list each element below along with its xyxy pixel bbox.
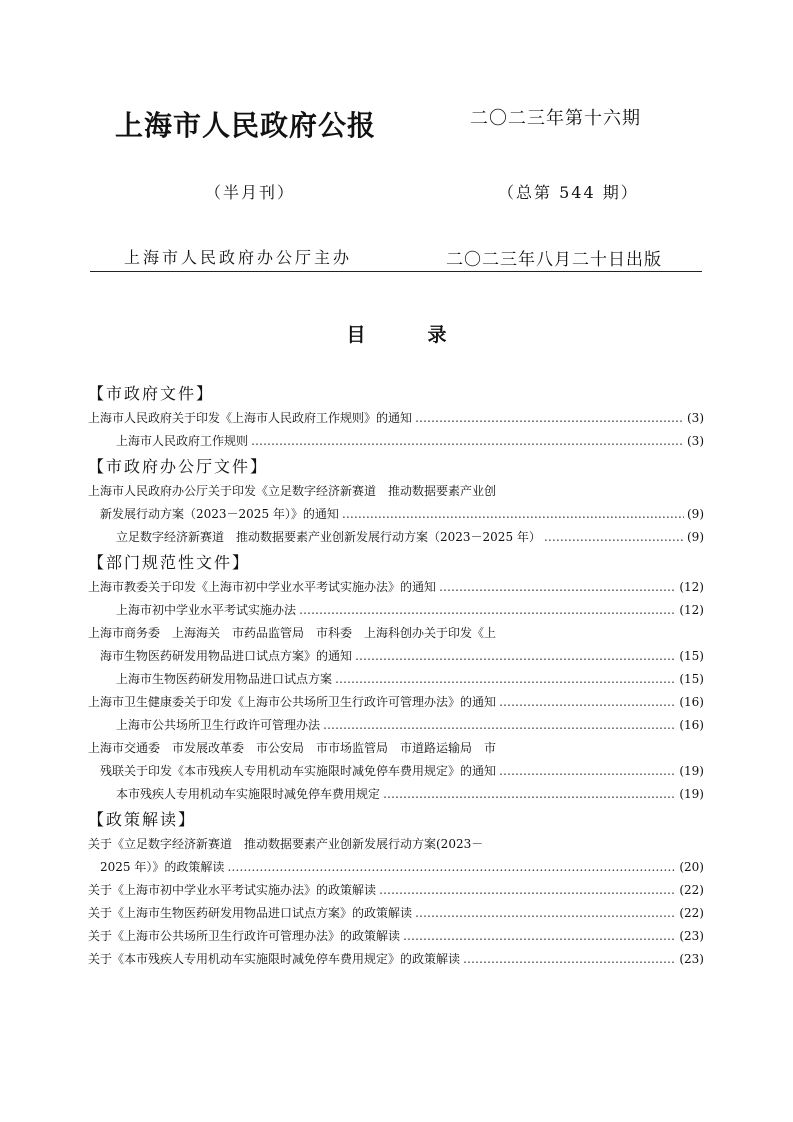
toc-entry[interactable] [88,645,704,668]
page-number: (22) [679,883,704,897]
page-number: (16) [679,695,704,709]
page-number: (12) [679,580,704,594]
leader-dots [299,599,676,622]
leader-dots [355,645,676,668]
section-title: 【市政府文件】 [88,384,215,403]
entry-title: 新发展行动方案（2023－2025 年）》的通知 [100,507,339,521]
page-number: (15) [679,649,704,663]
page-number: (3) [687,411,704,425]
entry-title: 2025 年）》的政策解读 [100,860,225,874]
leader-dots [439,576,676,599]
toc-entry[interactable] [88,576,704,599]
page-number: (16) [679,718,704,732]
entry-title: 上海市初中学业水平考试实施办法 [116,603,297,617]
entry-title: 关于《上海市初中学业水平考试实施办法》的政策解读 [88,883,377,897]
toc-entry[interactable] [88,879,704,902]
issue-number: 二〇二三年第十六期 [470,108,641,129]
entry-title: 上海市人民政府关于印发《上海市人民政府工作规则》的通知 [88,411,413,425]
section-title: 【市政府办公厅文件】 [88,457,269,476]
toc-entry[interactable] [88,526,704,549]
entry-title: 上海市人民政府工作规则 [116,434,249,448]
toc-entry[interactable] [88,737,704,760]
entry-title: 关于《本市残疾人专用机动车实施限时减免停车费用规定》的政策解读 [88,952,461,966]
toc-entry[interactable] [88,856,704,879]
toc-entry[interactable] [88,503,704,526]
entry-title: 关于《立足数字经济新赛道 推动数据要素产业创新发展行动方案(2023－ [88,837,484,851]
toc-entry[interactable] [88,902,704,925]
leader-dots [415,902,676,925]
leader-dots [544,526,684,549]
page-number: (15) [679,672,704,686]
section-title: 【部门规范性文件】 [88,553,251,572]
toc-entry[interactable] [88,760,704,783]
leader-dots [251,430,684,453]
toc-entry[interactable] [88,599,704,622]
entry-title: 关于《上海市生物医药研发用物品进口试点方案》的政策解读 [88,906,413,920]
toc-entry[interactable] [88,714,704,737]
gazette-title: 上海市人民政府公报 [115,109,377,142]
section-title: 【政策解读】 [88,810,197,829]
leader-dots [383,783,676,806]
page-number: (19) [679,787,704,801]
entry-title: 关于《上海市公共场所卫生行政许可管理办法》的政策解读 [88,929,401,943]
entry-title: 上海市交通委 市发展改革委 市公安局 市市场监管局 市道路运输局 市 [88,741,497,755]
page-number: (19) [679,764,704,778]
leader-dots [335,668,676,691]
entry-title: 上海市公共场所卫生行政许可管理办法 [116,718,321,732]
publish-date: 二〇二三年八月二十日出版 [446,250,662,270]
page-number: (23) [679,929,704,943]
entry-title: 上海市商务委 上海海关 市药品监管局 市科委 上海科创办关于印发《上 [88,626,497,640]
page-number: (3) [687,434,704,448]
host-organization: 上海市人民政府办公厅主办 [124,248,353,267]
leader-dots [379,879,676,902]
toc-entry[interactable] [88,430,704,453]
toc-entry[interactable] [88,925,704,948]
toc-entry[interactable] [88,948,704,971]
entry-title: 上海市人民政府办公厅关于印发《立足数字经济新赛道 推动数据要素产业创 [88,484,497,498]
page-number: (12) [679,603,704,617]
toc-heading-left: 目 [346,324,366,346]
leader-dots [499,691,676,714]
toc-entry[interactable] [88,783,704,806]
toc-heading-right: 录 [427,324,447,346]
toc-entry[interactable] [88,622,704,645]
table-of-contents [88,380,704,971]
leader-dots [499,760,676,783]
entry-title: 海市生物医药研发用物品进口试点方案》的通知 [100,649,353,663]
page-number: (23) [679,952,704,966]
leader-dots [403,925,676,948]
entry-title: 本市残疾人专用机动车实施限时减免停车费用规定 [116,787,381,801]
toc-heading [0,320,793,347]
toc-entry[interactable] [88,833,704,856]
total-issue-number: （总第 544 期） [498,183,639,202]
entry-title: 上海市教委关于印发《上海市初中学业水平考试实施办法》的通知 [88,580,437,594]
toc-entry[interactable] [88,407,704,430]
leader-dots [415,407,684,430]
toc-entry[interactable] [88,668,704,691]
leader-dots [227,856,676,879]
publication-frequency: （半月刊） [205,183,296,202]
masthead-divider [90,271,702,272]
page-number: (9) [687,530,704,544]
entry-title: 残联关于印发《本市残疾人专用机动车实施限时减免停车费用规定》的通知 [100,764,497,778]
leader-dots [342,503,684,526]
entry-title: 立足数字经济新赛道 推动数据要素产业创新发展行动方案（2023－2025 年） [116,530,541,544]
leader-dots [323,714,676,737]
leader-dots [463,948,676,971]
entry-title: 上海市卫生健康委关于印发《上海市公共场所卫生行政许可管理办法》的通知 [88,695,497,709]
entry-title: 上海市生物医药研发用物品进口试点方案 [116,672,333,686]
page-number: (9) [687,507,704,521]
page-number: (20) [679,860,704,874]
page-number: (22) [679,906,704,920]
toc-entry[interactable] [88,691,704,714]
toc-entry[interactable] [88,480,704,503]
